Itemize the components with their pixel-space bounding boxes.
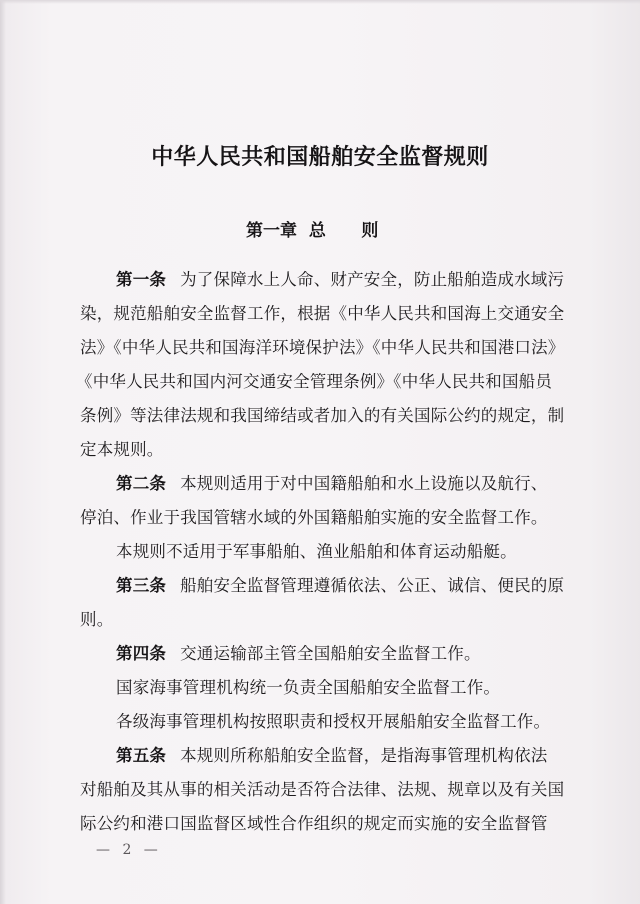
scan-top-shadow <box>0 0 640 4</box>
chapter-heading <box>246 216 378 241</box>
article-1-line-1 <box>116 266 564 290</box>
article-5-label: 第五条 <box>116 746 167 765</box>
article-1-line-6: 定本规则。 <box>80 440 164 459</box>
document-title: 中华人民共和国船舶安全监督规则 <box>151 144 489 170</box>
article-2-line-1 <box>116 470 548 494</box>
article-4-line-2: 国家海事管理机构统一负责全国船舶安全监督工作。 <box>116 678 501 697</box>
article-4-label: 第四条 <box>116 644 167 663</box>
article-4-line-3: 各级海事管理机构按照职责和授权开展船舶安全监督工作。 <box>116 712 551 731</box>
chapter-title-part-1: 总 <box>308 221 326 241</box>
article-3-line-1 <box>116 572 564 596</box>
article-5-text: 本规则所称船舶安全监督，是指海事管理机构依法 <box>180 746 548 765</box>
article-2-label: 第二条 <box>116 474 167 493</box>
article-4-text: 交通运输部主管全国船舶安全监督工作。 <box>180 644 481 663</box>
article-3-label: 第三条 <box>116 576 167 595</box>
article-2-line-2: 停泊、作业于我国管辖水域的外国籍船舶实施的安全监督工作。 <box>80 508 548 527</box>
page-number: — 2 — <box>96 842 162 858</box>
article-1-line-4: 《中华人民共和国内河交通安全管理条例》《中华人民共和国船员 <box>76 372 553 391</box>
article-3-text: 船舶安全监督管理遵循依法、公正、诚信、便民的原 <box>180 576 565 595</box>
scan-edge-shadow <box>0 0 6 904</box>
article-1-line-2: 染，规范船舶安全监督工作，根据《中华人民共和国海上交通安全 <box>80 304 565 323</box>
article-1-text: 为了保障水上人命、财产安全，防止船舶造成水域污 <box>180 270 565 289</box>
article-1-line-3: 法》《中华人民共和国海洋环境保护法》《中华人民共和国港口法》 <box>80 338 565 357</box>
article-1-label: 第一条 <box>116 270 167 289</box>
chapter-title-part-2: 则 <box>361 221 379 241</box>
article-5-line-1 <box>116 742 548 766</box>
article-2-line-3: 本规则不适用于军事船舶、渔业船舶和体育运动船艇。 <box>116 542 517 561</box>
chapter-label: 第一章 <box>246 221 297 241</box>
article-5-line-3: 际公约和港口国监督区域性合作组织的规定而实施的安全监督管 <box>80 814 548 833</box>
article-1-line-5: 条例》等法律法规和我国缔结或者加入的有关国际公约的规定，制 <box>80 406 565 425</box>
article-2-text: 本规则适用于对中国籍船舶和水上设施以及航行、 <box>180 474 548 493</box>
article-5-line-2: 对船舶及其从事的相关活动是否符合法律、法规、规章以及有关国 <box>80 780 565 799</box>
article-3-line-2: 则。 <box>80 610 114 629</box>
article-4-line-1 <box>116 640 481 664</box>
